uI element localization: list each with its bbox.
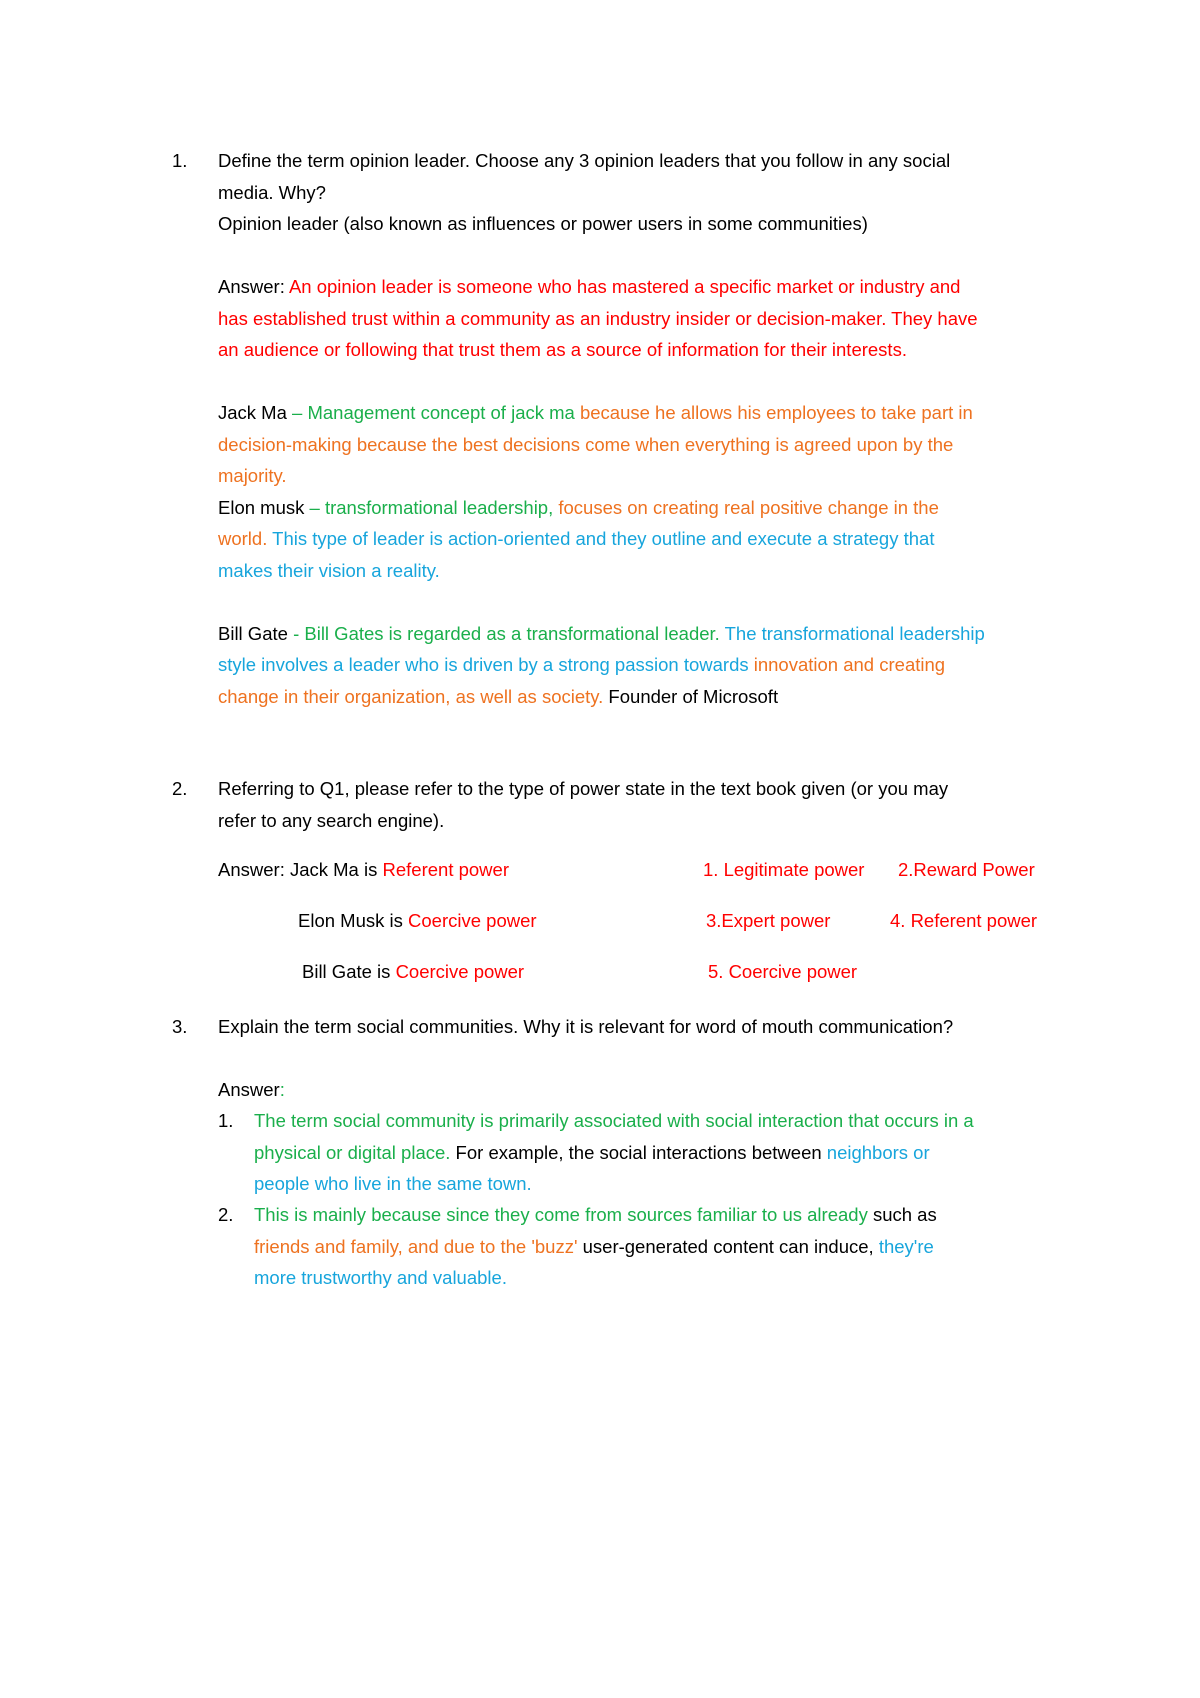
bill-orange-text: innovation and creating [748,654,946,675]
q3-item-1-green-2: physical or digital place. [254,1141,451,1163]
jack-line-2: decision-making because the best decisions come when everything is agreed upon by the [218,433,954,455]
q2-question-line-1: Referring to Q1, please refer to the type of power state in the text book given (or you may [218,778,949,799]
q2-row-1-label: Answer: Jack Ma is [218,859,383,880]
q1-answer-text-1: An opinion leader is someone who has mastered a specific market or industry and [288,276,961,297]
q1-question-line-1: Define the term opinion leader. Choose any 3 opinion leaders that you follow in any social [218,150,951,171]
jack-green-text: – Management concept of jack ma [292,402,575,423]
power-type-4: 4. Referent power [890,910,1038,931]
elon-line-1 [218,492,985,524]
q3-item-1-line-3: people who live in the same town. [254,1173,532,1194]
q2-answer-row-2 [298,905,537,937]
q3-number-text: 3. [172,1016,188,1037]
q1-answer-line-3: an audience or following that trust them as a source of information for their interests. [218,339,907,360]
bill-name: Bill Gate [218,622,294,644]
q1-number-text: 1. [172,150,188,171]
q2-question [218,773,948,836]
q3-item-2-blue: they're [873,1235,934,1257]
q2-number [172,773,187,805]
bill-blue-text-2: style involves a leader who is driven by a strong passion towards [218,654,749,675]
q3-item-1-number-text: 1. [218,1110,234,1131]
q1-answer-line-2: has established trust within a community as an industry insider or decision-maker. They have [218,307,978,329]
q2-row-3-power: Coercive power [395,961,525,982]
jack-line-3: majority. [218,465,287,486]
jack-line-1 [218,397,985,429]
q2-number-text: 2. [172,778,188,799]
q3-block [218,1011,953,1106]
q2-row-1-power: Referent power [382,859,509,880]
jack-name: Jack Ma [218,402,293,423]
q2-question-line-2: refer to any search engine). [218,809,445,831]
q3-item-2-black-2: user-generated content can induce, [577,1235,874,1257]
q3-item-2-line-1 [254,1199,937,1231]
bill-orange-text-2: change in their organization, as well as society. [218,685,604,707]
elon-orange-text: focuses on creating real positive change in the [553,496,939,518]
q3-item-1 [254,1105,974,1200]
q3-answer-label: Answer [218,1079,280,1100]
elon-blue-text: This type of leader is action-oriented and they outline and execute a strategy that [267,528,935,549]
bill-line-1 [218,618,985,650]
q3-item-2-line-2 [254,1231,937,1263]
q1-subtitle: Opinion leader (also known as influences or power users in some communities) [218,213,868,234]
bill-founder-text: Founder of Microsoft [603,685,779,707]
q3-item-1-black: For example, the social interactions between [450,1141,827,1163]
q1-number [172,145,187,177]
q1-answer-line-1 [218,271,985,303]
elon-name: Elon musk [218,496,310,518]
q3-answer-label-line [218,1074,953,1106]
q2-row-3-label: Bill Gate is [302,961,396,982]
q1-question-line-2: media. Why? [218,181,326,203]
power-type-3: 3.Expert power [706,910,831,931]
power-type-2: 2.Reward Power [898,859,1035,880]
elon-orange-text-2: world. [218,528,268,549]
q2-row-2-power: Coercive power [408,910,537,931]
q3-item-2-black: such as [867,1204,937,1225]
q3-item-2-number-text: 2. [218,1204,234,1225]
q3-answer-colon: : [279,1079,285,1100]
q3-item-2-line-3: more trustworthy and valuable. [254,1267,507,1288]
jack-orange-text: because he allows his employees to take part in [574,402,973,423]
q3-item-2-green: This is mainly because since they come from sources familiar to us already [254,1204,868,1225]
bill-line-3 [218,681,985,713]
bill-line-2 [218,649,985,681]
q3-item-1-number [218,1105,233,1137]
q3-number [172,1011,187,1043]
q3-item-1-line-2 [254,1137,974,1169]
q2-row-2-label: Elon Musk is [298,910,409,931]
elon-green-text: – transformational leadership, [309,496,554,518]
q3-item-2 [254,1199,937,1294]
elon-line-2 [218,523,985,555]
power-type-1: 1. Legitimate power [703,859,865,880]
q3-item-1-line-1: The term social community is primarily associated with social interaction that occurs in a [254,1110,974,1131]
q3-item-2-orange: friends and family, and due to the 'buzz' [254,1235,578,1257]
q3-item-1-blue: neighbors or [826,1141,930,1163]
q2-answer-row-1 [218,854,509,886]
bill-blue-text: The transformational leadership [719,622,985,644]
q3-item-2-number [218,1199,233,1231]
q2-answer-row-3 [302,956,524,988]
elon-line-3: makes their vision a reality. [218,559,440,581]
q1-block [218,145,985,712]
q1-answer-label: Answer: [218,276,289,297]
q3-question: Explain the term social communities. Why it is relevant for word of mouth communication? [218,1016,954,1037]
power-type-5: 5. Coercive power [708,961,858,982]
bill-green-text: - Bill Gates is regarded as a transformational leader. [293,622,720,644]
